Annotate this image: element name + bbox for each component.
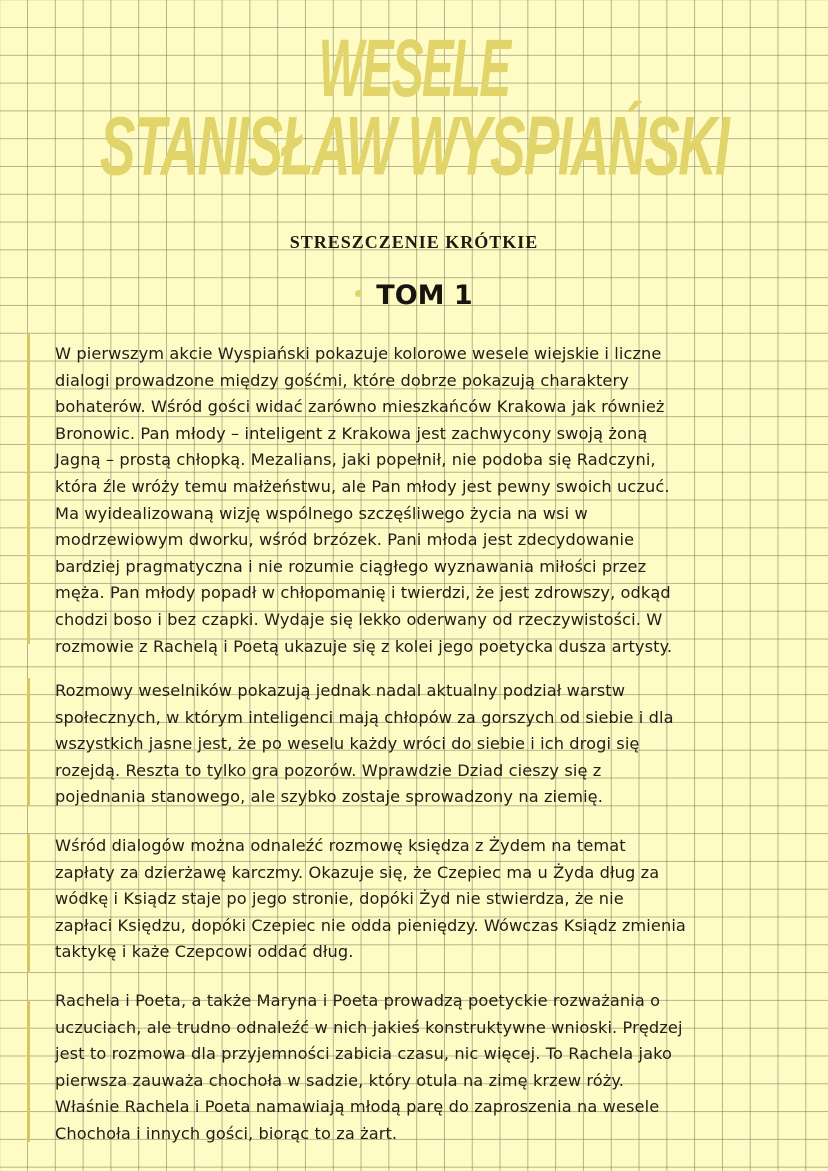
paragraph-line: uczuciach, ale trudno odnaleźć w nich jakieś konstruktywne wnioski. Prędzej	[55, 1017, 683, 1037]
paragraph-accent-bar	[27, 834, 30, 973]
paragraph-accent-bar	[27, 1000, 30, 1142]
paragraph-3	[55, 833, 795, 966]
paragraph-line: chodzi boso i bez czapki. Wydaje się lekko oderwany od rzeczywistości. W	[55, 609, 663, 629]
document-subtitle: STRESZCZENIE KRÓTKIE	[289, 232, 539, 252]
paragraph-accent-bar	[27, 678, 30, 806]
paragraph-line: taktykę i każe Czepcowi oddać dług.	[55, 942, 354, 962]
paragraph-line: zapłaty za dzierżawę karczmy. Okazuje się, że Czepiec ma u Żyda dług za	[55, 862, 660, 882]
paragraph-line: Bronowic. Pan młody – inteligent z Krakowa jest zachwycony swoją żoną	[55, 423, 648, 443]
paragraph-line: społecznych, w którym inteligenci mają chłopów za gorszych od siebie i dla	[55, 707, 674, 727]
paragraph-line: Rachela i Poeta, a także Maryna i Poeta prowadzą poetyckie rozważania o	[55, 991, 661, 1010]
paragraph-line: bardziej pragmatyczna i nie rozumie ciągłego wyznawania miłości przez	[55, 556, 647, 576]
paragraph-line: jest to rozmowa dla przyjemności zabicia czasu, nic więcej. To Rachela jako	[55, 1044, 673, 1064]
paragraph-line: W pierwszym akcie Wyspiański pokazuje kolorowe wesele wiejskie i liczne	[55, 344, 662, 363]
paragraph-1	[55, 341, 795, 660]
paragraph-line: Ma wyidealizowaną wizję wspólnego szczęśliwego życia na wsi w	[55, 503, 588, 523]
paragraph-line: wódkę i Ksiądz staje po jego stronie, dopóki Żyd nie stwierdza, że nie	[55, 889, 624, 909]
section-heading	[0, 280, 828, 311]
paragraph-line: rozejdą. Reszta to tylko gra pozorów. Wprawdzie Dziad cieszy się z	[55, 760, 602, 780]
document-title-line-2: STANISŁAW WYSPIAŃSKI	[99, 100, 729, 194]
paragraph-line: Rozmowy weselników pokazują jednak nadal aktualny podział warstw	[55, 681, 626, 700]
paragraph-line: męża. Pan młody popadł w chłopomanię i twierdzi, że jest zdrowszy, odkąd	[55, 583, 671, 603]
paragraph-line: Właśnie Rachela i Poeta namawiają młodą parę do zaproszenia na wesele	[55, 1097, 660, 1117]
paragraph-line: Jagną – prostą chłopką. Mezalians, jaki popełnił, nie podoba się Radczyni,	[55, 450, 656, 470]
paragraph-line: Chochoła i innych gości, biorąc to za żart.	[55, 1123, 398, 1143]
paragraph-line: dialogi prowadzone między gośćmi, które dobrze pokazują charaktery	[55, 370, 629, 390]
bullet-dot-icon	[355, 290, 362, 297]
paragraph-accent-bar	[27, 333, 30, 644]
paragraph-line: Wśród dialogów można odnaleźć rozmowę księdza z Żydem na temat	[55, 836, 626, 855]
section-heading-text: TOM 1	[376, 280, 473, 311]
paragraph-line: pierwsza zauważa chochoła w sadzie, który otula na zimę krzew róży.	[55, 1070, 625, 1090]
paragraph-line: modrzewiowym dworku, wśród brzózek. Pani młoda jest zdecydowanie	[55, 530, 635, 550]
document-title-line-1: WESELE	[318, 22, 510, 114]
paragraph-line: zapłaci Księdzu, dopóki Czepiec nie odda pieniędzy. Wówczas Ksiądz zmienia	[55, 915, 686, 935]
paragraph-line: rozmowie z Rachelą i Poetą ukazuje się z kolei jego poetycka dusza artysty.	[55, 636, 673, 656]
paragraph-2	[55, 678, 795, 811]
paragraph-line: wszystkich jasne jest, że po weselu każdy wróci do siebie i ich drogi się	[55, 734, 640, 754]
paragraph-line: pojednania stanowego, ale szybko zostaje sprowadzony na ziemię.	[55, 787, 603, 807]
paragraph-line: bohaterów. Wśród gości widać zarówno mieszkańców Krakowa jak również	[55, 397, 665, 417]
paragraph-4	[55, 988, 795, 1148]
paragraph-line: która źle wróży temu małżeństwu, ale Pan młody jest pewny swoich uczuć.	[55, 476, 670, 496]
